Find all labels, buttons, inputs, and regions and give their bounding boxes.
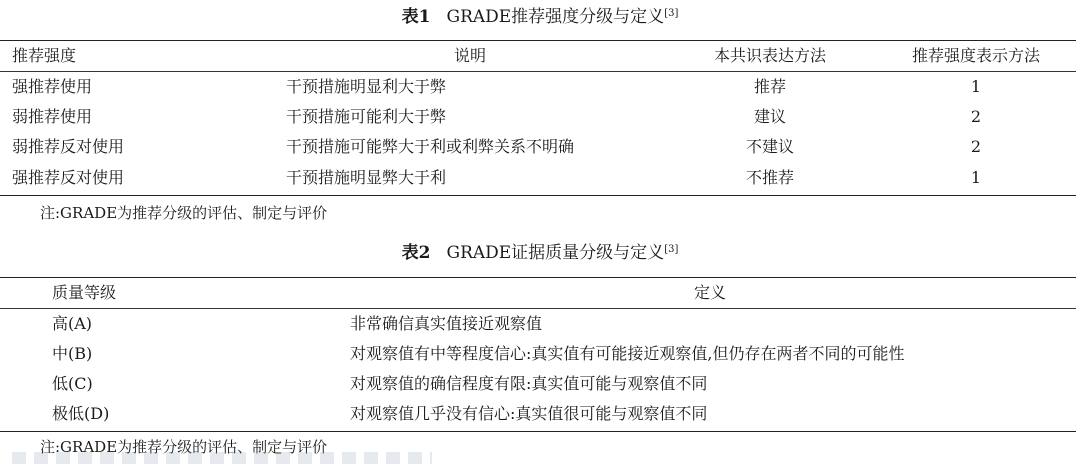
table2-cell-grade: 中(B)	[52, 344, 93, 363]
table-row	[0, 163, 1076, 193]
table1-cell-description: 干预措施可能利大于弊	[286, 107, 447, 126]
table1-cell-strength: 弱推荐使用	[12, 107, 93, 126]
table-row	[0, 309, 1076, 339]
table2-bottom-rule	[0, 431, 1076, 432]
table1-cell-expression: 不建议	[745, 137, 794, 156]
table1-cell-strength: 弱推荐反对使用	[12, 137, 125, 156]
table1-cell-description: 干预措施明显利大于弊	[286, 77, 447, 96]
table2-header-grade: 质量等级	[52, 283, 117, 302]
table2-caption-number: 表2	[401, 243, 431, 263]
table2-cell-grade: 高(A)	[52, 314, 93, 333]
table2-cell-definition: 对观察值有中等程度信心:真实值有可能接近观察值,但仍存在两者不同的可能性	[350, 344, 905, 363]
table1-caption-text: GRADE推荐强度分级与定义	[446, 7, 665, 27]
table2-cell-grade: 低(C)	[52, 374, 93, 393]
table-row	[0, 72, 1076, 102]
table2-cell-definition: 非常确信真实值接近观察值	[350, 314, 543, 333]
table1-note: 注:GRADE为推荐分级的评估、制定与评价	[40, 204, 328, 222]
table1-caption-number: 表1	[401, 7, 431, 27]
table2-caption	[0, 242, 1080, 264]
table1-cell-notation: 2	[970, 137, 982, 156]
table1-cell-notation: 2	[970, 107, 982, 126]
table1-bottom-rule	[0, 195, 1076, 196]
table1-caption-ref: [3]	[664, 8, 679, 19]
table1-cell-strength: 强推荐反对使用	[12, 168, 125, 187]
table1-header-description: 说明	[453, 46, 486, 65]
table2-cell-definition: 对观察值几乎没有信心:真实值很可能与观察值不同	[350, 404, 708, 423]
table1-cell-expression: 不推荐	[745, 168, 794, 187]
table1-cell-expression: 推荐	[753, 77, 786, 96]
table-row	[0, 102, 1076, 132]
table-row	[0, 132, 1076, 162]
table1-cell-strength: 强推荐使用	[12, 77, 93, 96]
table2-caption-text: GRADE证据质量分级与定义	[446, 243, 665, 263]
table1-header-notation: 推荐强度表示方法	[911, 46, 1040, 65]
bleed-through-text	[12, 452, 432, 464]
table1-header-strength: 推荐强度	[12, 46, 77, 65]
table2-cell-grade: 极低(D)	[52, 404, 110, 423]
table2-note: 注:GRADE为推荐分级的评估、制定与评价	[40, 438, 328, 456]
table1-caption	[0, 6, 1080, 28]
table-row	[0, 399, 1076, 429]
table2-header-definition: 定义	[693, 283, 726, 302]
table1-cell-description: 干预措施明显弊大于利	[286, 168, 447, 187]
table-row	[0, 339, 1076, 369]
table1-cell-notation: 1	[970, 77, 982, 96]
table1-header-row	[0, 41, 1076, 71]
table-row	[0, 369, 1076, 399]
table1-cell-expression: 建议	[753, 107, 786, 126]
table1-header-expression: 本共识表达方法	[713, 46, 826, 65]
table2-caption-ref: [3]	[664, 244, 679, 255]
table2-cell-definition: 对观察值的确信程度有限:真实值可能与观察值不同	[350, 374, 708, 393]
table2-header-row	[0, 278, 1076, 308]
table1-cell-description: 干预措施可能弊大于利或利弊关系不明确	[286, 137, 575, 156]
table1-cell-notation: 1	[970, 168, 982, 187]
